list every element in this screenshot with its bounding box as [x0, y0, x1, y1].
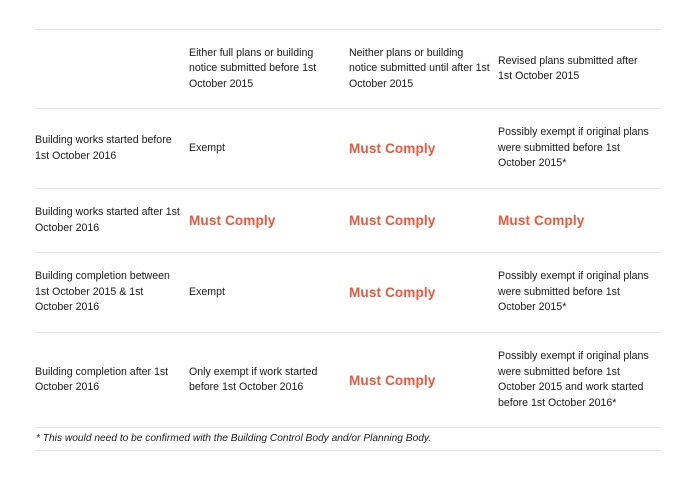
table-row: [35, 253, 661, 333]
footnote-text: * This would need to be confirmed with the Building Control Body and/or Planning Body.: [36, 433, 432, 444]
table-row: [35, 109, 661, 189]
table-cell: Exempt: [189, 253, 349, 333]
table-row: [35, 333, 661, 428]
table-cell-must-comply: Must Comply: [349, 333, 498, 428]
header-cell-revised-plans-after-2015: [498, 30, 661, 109]
table-cell-must-comply: Must Comply: [349, 189, 498, 253]
table-header-row: [35, 30, 661, 109]
row-label: Building works started after 1st October 2016: [35, 189, 189, 253]
header-cell-empty: [35, 30, 189, 109]
table-cell-must-comply: Must Comply: [349, 253, 498, 333]
header-label: Revised plans submitted after 1st October 2015: [498, 54, 638, 82]
table-cell: Possibly exempt if original plans were submitted before 1st October 2015*: [498, 253, 661, 333]
header-cell-no-plans-until-after-2015: [349, 30, 498, 109]
table-cell: Only exempt if work started before 1st October 2016: [189, 333, 349, 428]
table-row: [35, 189, 661, 253]
table-cell: Exempt: [189, 109, 349, 189]
table-cell-must-comply: Must Comply: [349, 109, 498, 189]
row-label: Building completion after 1st October 2016: [35, 333, 189, 428]
header-label: Either full plans or building notice submitted before 1st October 2015: [189, 46, 317, 90]
compliance-table-container: [35, 29, 661, 428]
compliance-table: [35, 29, 661, 428]
table-cell: Possibly exempt if original plans were submitted before 1st October 2015*: [498, 109, 661, 189]
row-label: Building completion between 1st October 2015 & 1st October 2016: [35, 253, 189, 333]
row-label: Building works started before 1st October 2016: [35, 109, 189, 189]
footnote: [35, 427, 661, 451]
header-cell-plans-before-2015: [189, 30, 349, 109]
table-cell-must-comply: Must Comply: [189, 189, 349, 253]
table-cell-must-comply: Must Comply: [498, 189, 661, 253]
table-cell: Possibly exempt if original plans were submitted before 1st October 2015 and work started before 1st October 2016*: [498, 333, 661, 428]
header-label: Neither plans or building notice submitted until after 1st October 2015: [349, 46, 490, 90]
